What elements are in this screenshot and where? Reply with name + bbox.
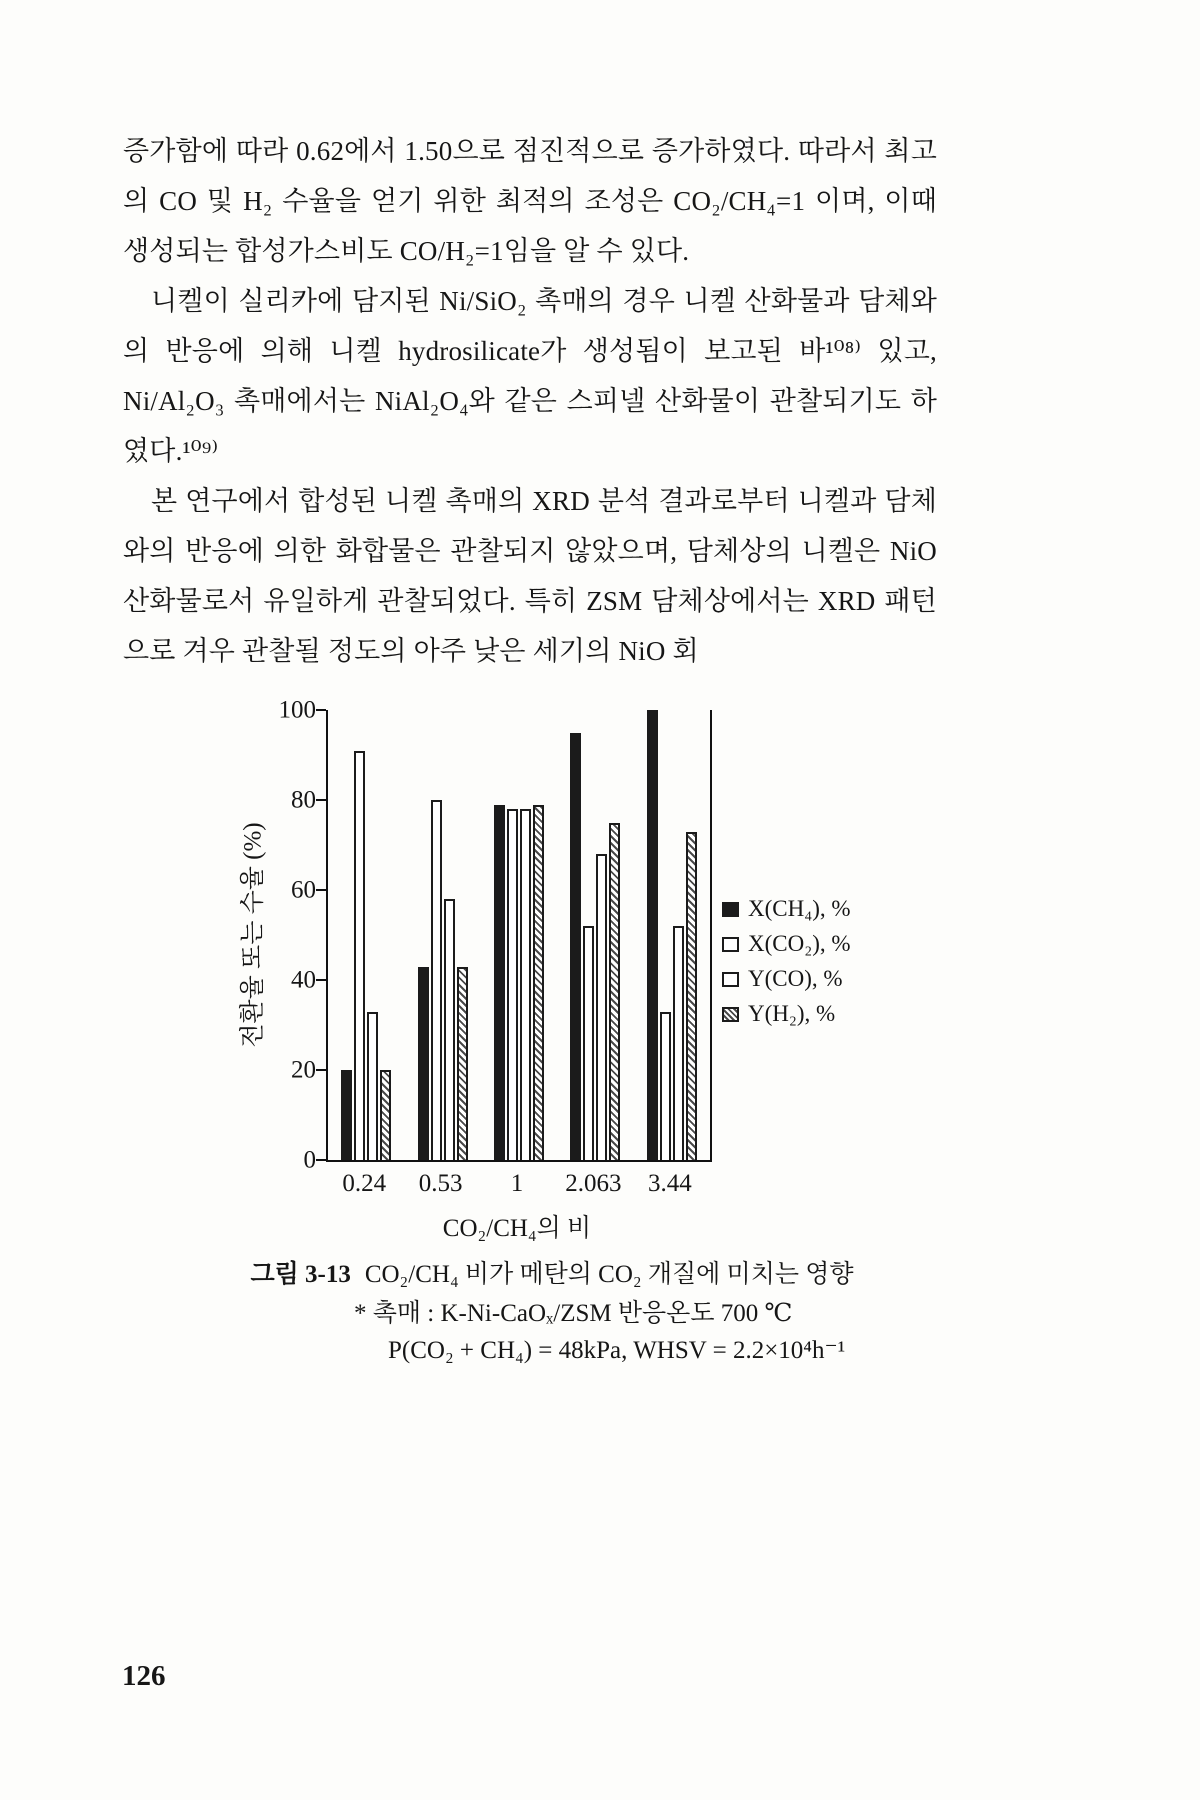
paragraph: 니켈이 실리카에 담지된 Ni/SiO₂ 촉매의 경우 니켈 산화물과 담체와의 반응에 의해 니켈 hydrosilicate가 생성됨이 보고된 바¹⁰⁸⁾ 있고, Ni/Al₂O₃ 촉매에서는 NiAl₂O₄와 같은 스피넬 산화물이 관찰되기도 하였다.¹⁰⁹⁾ [123,286,937,466]
bar-group [570,710,620,1160]
y-axis-title-text: 전환율 또는 수율 (%) [240,822,267,1048]
y-tick-mark [316,1069,326,1071]
bar [583,926,594,1160]
bar-group [647,710,697,1160]
body-text-block [123,126,937,676]
bar [367,1012,378,1161]
x-tick-label: 2.063 [565,1170,622,1197]
bar-group [494,710,544,1160]
y-tick-label: 0 [303,1146,316,1174]
bar [431,800,442,1160]
bar [686,832,697,1161]
x-axis-title: CO₂/CH₄의 비 [442,1215,592,1242]
bar [507,809,518,1160]
y-tick-mark [316,979,326,981]
figure-title: CO₂/CH₄ 비가 메탄의 CO₂ 개질에 미치는 영향 [364,1261,854,1288]
legend-item [722,896,851,922]
page-number: 126 [122,1660,166,1692]
y-tick-label: 80 [291,786,316,814]
y-tick-label: 60 [291,876,316,904]
bar [444,899,455,1160]
bar [457,967,468,1161]
bar [418,967,429,1161]
bar-group [341,710,391,1160]
y-tick-label: 40 [291,966,316,994]
y-tick-label: 20 [291,1056,316,1084]
x-axis-tick-labels [326,1170,708,1198]
caption-note-2: P(CO₂ + CH₄) = 48kPa, WHSV = 2.2×10⁴h⁻¹ [388,1337,846,1364]
bar [570,733,581,1161]
legend-swatch-open-icon [722,937,739,952]
legend-label: Y(CO), % [748,966,843,991]
legend-item [722,931,851,957]
legend-swatch-hatch-icon [722,1007,739,1022]
bar [494,805,505,1161]
legend-item [722,966,851,992]
caption-line-1 [232,1256,872,1293]
bar [660,1012,671,1161]
bar [354,751,365,1161]
bar [609,823,620,1161]
bar [520,809,531,1160]
paragraph: 본 연구에서 합성된 니켈 촉매의 XRD 분석 결과로부터 니켈과 담체와의 반응에 의한 화합물은 관찰되지 않았으며, 담체상의 니켈은 NiO 산화물로서 유일하게 관찰되었다. 특히 ZSM 담체상에서는 XRD 패턴으로 겨우 관찰될 정도의 아주 낮은 세기의 NiO 회 [123,486,937,666]
y-axis-title [234,710,268,1160]
x-tick-label: 1 [510,1170,524,1197]
legend-swatch-solid-icon [722,902,739,917]
y-tick-mark [316,799,326,801]
caption-note-1: * 촉매 : K-Ni-CaOₓ/ZSM 반응온도 700 ℃ [354,1300,793,1327]
legend-item [722,1001,851,1027]
bar [341,1070,352,1160]
x-tick-label: 0.53 [418,1170,463,1197]
y-tick-label: 100 [278,696,316,724]
figure-caption [232,1256,872,1369]
paragraph: 증가함에 따라 0.62에서 1.50으로 점진적으로 증가하였다. 따라서 최고의 CO 및 H₂ 수율을 얻기 위한 최적의 조성은 CO₂/CH₄=1 이며, 이때 생성되는 합성가스비도 CO/H₂=1임을 알 수 있다. [123,136,937,266]
x-tick-label: 0.24 [342,1170,387,1197]
bar [673,926,684,1160]
y-tick-mark [316,889,326,891]
y-tick-mark [316,709,326,711]
y-axis-tick-labels [266,696,316,1174]
plot-area [326,710,712,1162]
legend-label: X(CH₄), % [748,896,851,921]
x-tick-label: 3.44 [647,1170,692,1197]
bar [380,1070,391,1160]
bar-group [418,710,468,1160]
legend-label: Y(H₂), % [748,1001,836,1026]
bar-chart [240,696,920,1260]
bar [596,854,607,1160]
legend-swatch-open-icon [722,972,739,987]
legend-label: X(CO₂), % [748,931,851,956]
y-tick-mark [316,1159,326,1161]
bars-container [328,710,710,1160]
bar [533,805,544,1161]
bar [647,710,658,1160]
figure-label: 그림 3-13 [250,1261,351,1288]
chart-legend [722,896,851,1036]
